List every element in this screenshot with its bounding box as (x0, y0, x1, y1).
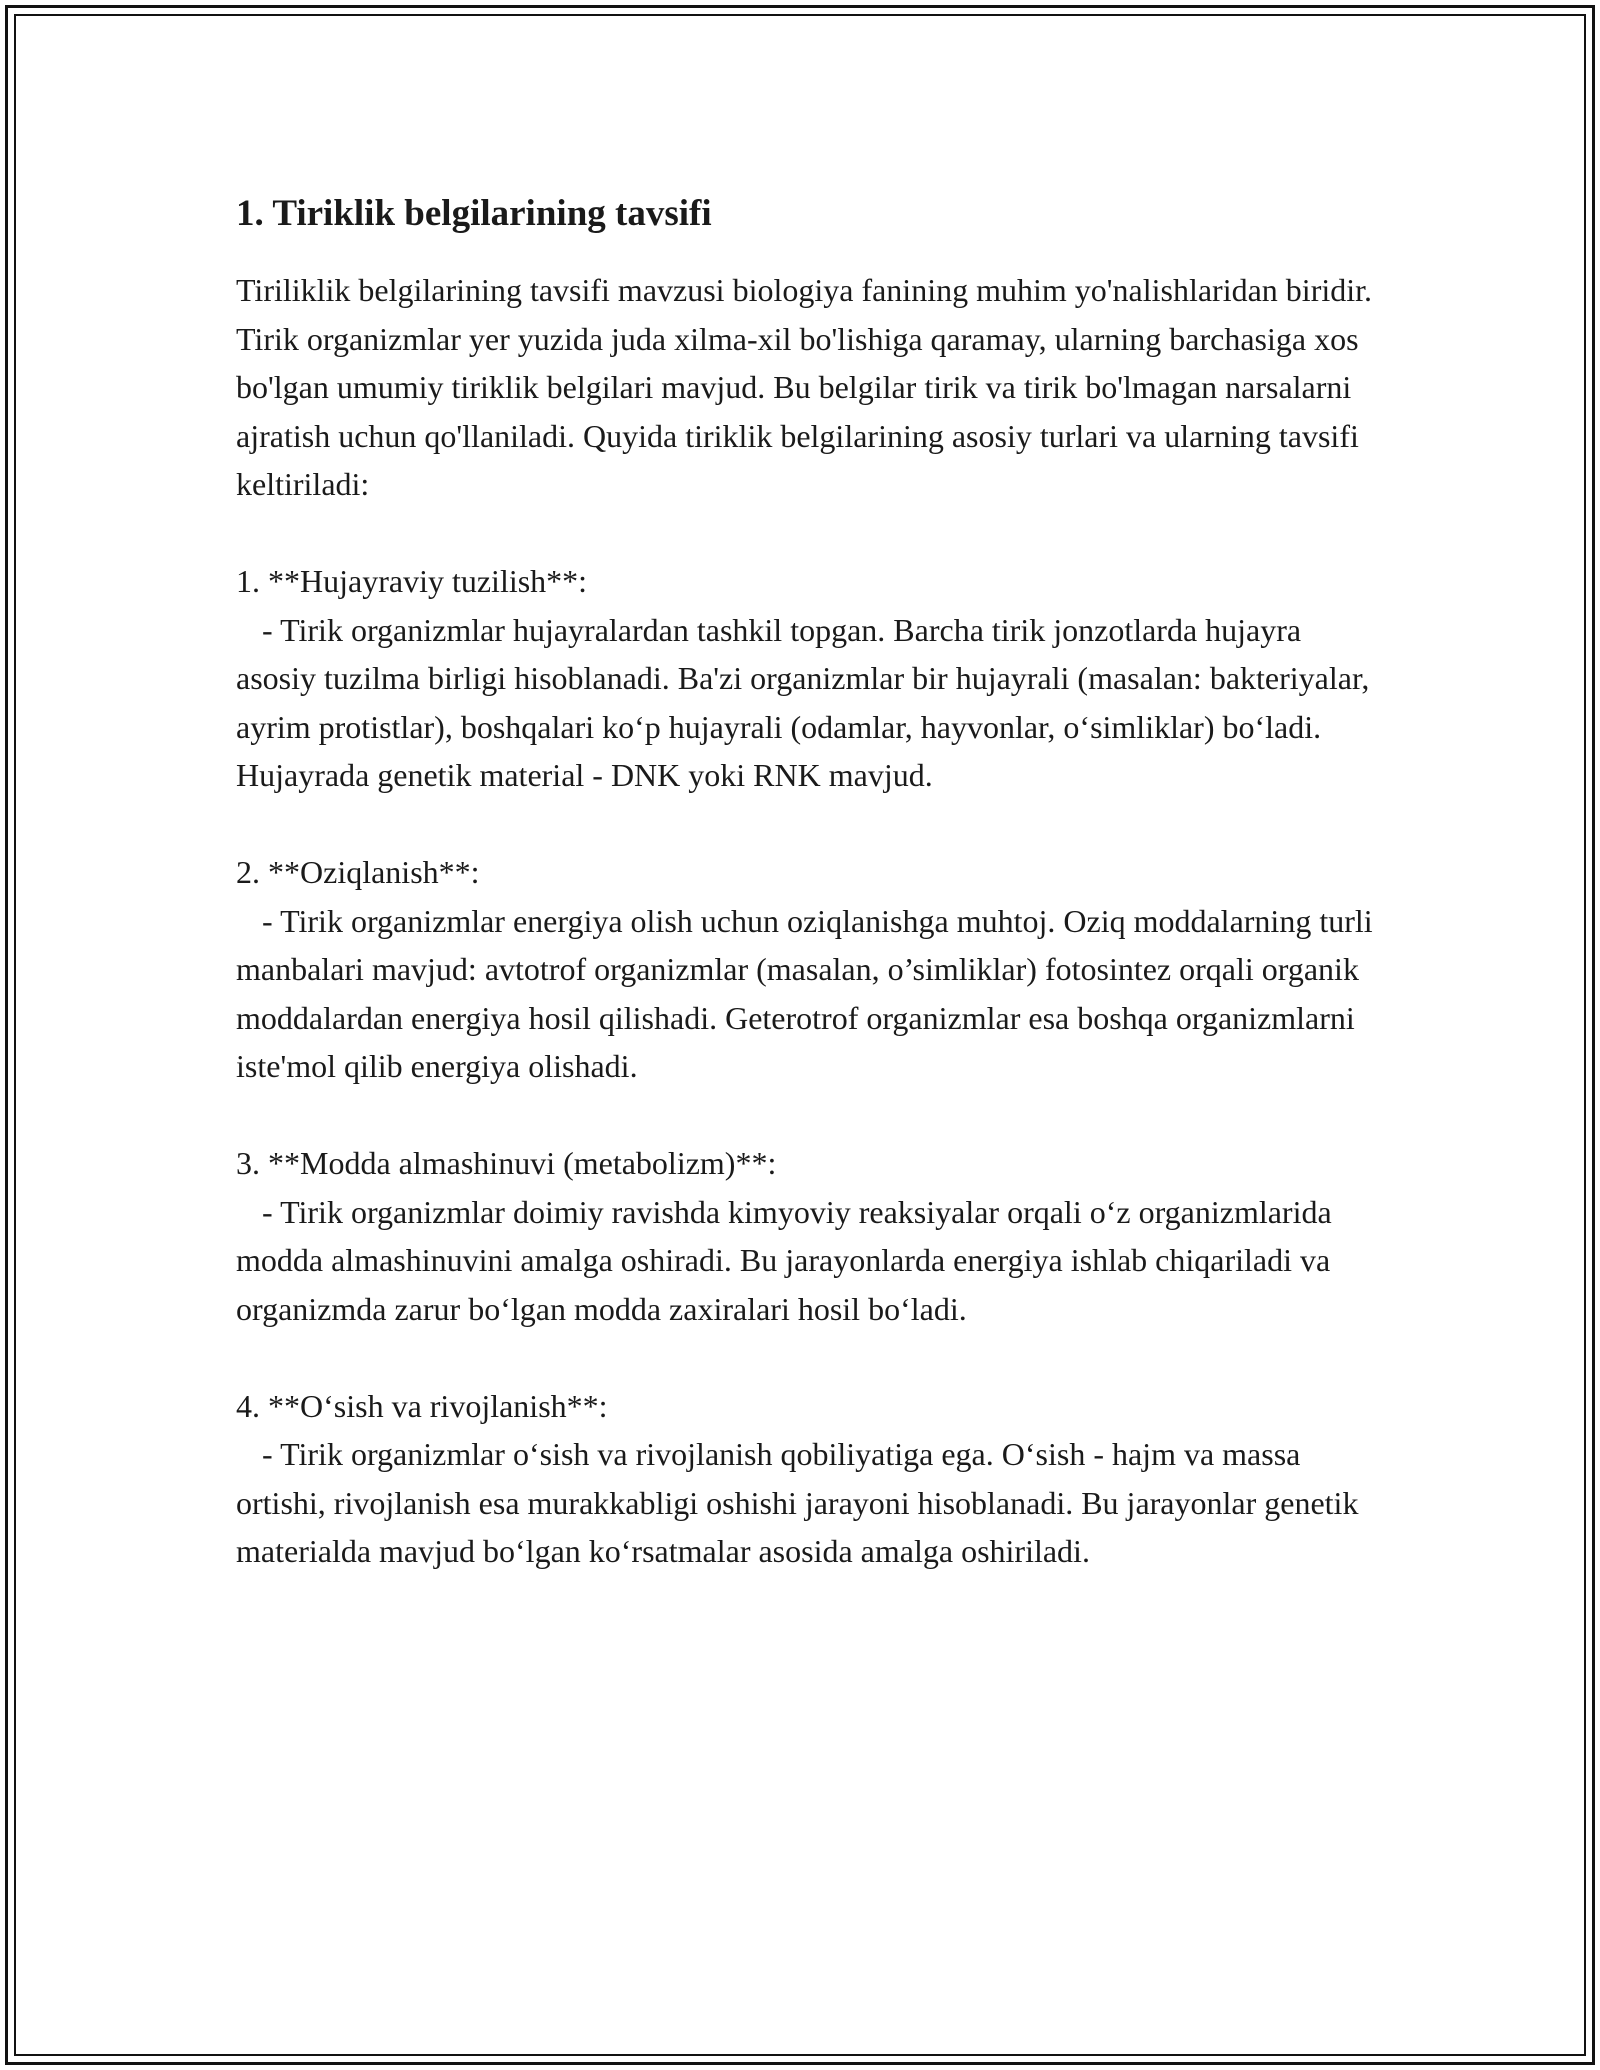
list-item-title: 3. **Modda almashinuvi (metabolizm)**: (236, 1145, 777, 1181)
intro-paragraph: Tiriliklik belgilarining tavsifi mavzusi biologiya fanining muhim yo'nalishlaridan biridir. Tirik organizmlar yer yuzida juda xilma-xil bo'lishiga qaramay, ularning barchasiga xos bo'lgan umumiy tiriklik belgilari mavjud. Bu belgilar tirik va tirik bo'lmagan narsalarni ajratish uchun qo'llaniladi. Quyida tiriklik belgilarining asosiy turlari va ularning tavsifi keltiriladi: (236, 272, 1380, 502)
list-item-body: - Tirik organizmlar energiya olish uchun oziqlanishga muhtoj. Oziq moddalarning turli manbalari mavjud: avtotrof organizmlar (masalan, o’simliklar) fotosintez orqali organik moddalardan energiya hosil qilishadi. Geterotrof organizmlar esa boshqa organizmlarni iste'mol qilib energiya olishadi. (236, 902, 1373, 1084)
paragraph-spacer (236, 1333, 1376, 1382)
list-item-growth (236, 1382, 1376, 1576)
list-item-body: - Tirik organizmlar doimiy ravishda kimyoviy reaksiyalar orqali o‘z organizmlarida modda almashinuvini amalga oshiradi. Bu jarayonlarda energiya ishlab chiqariladi va organizmda zarur bo‘lgan modda zaxiralari hosil bo‘ladi. (236, 1193, 1332, 1327)
section-heading: 1. Tiriklik belgilarining tavsifi (236, 193, 712, 234)
list-item-metabolism (236, 1139, 1376, 1333)
list-item-title: 4. **O‘sish va rivojlanish**: (236, 1387, 608, 1424)
document-body (236, 186, 1380, 1576)
paragraph-spacer (236, 800, 1376, 849)
list-item-body: - Tirik organizmlar hujayralardan tashkil topgan. Barcha tirik jonzotlarda hujayra asosiy tuzilma birligi hisoblanadi. Ba'zi organizmlar bir hujayrali (masalan: bakteriyalar, ayrim protistlar), boshqalari ko‘p hujayrali (odamlar, hayvonlar, o‘simliklar) bo‘ladi. Hujayrada genetik material - DNK yoki RNK mavjud. (236, 611, 1370, 793)
paragraph-spacer (236, 1091, 1376, 1140)
paragraph-spacer (236, 509, 1376, 558)
list-item-cellular-structure (236, 557, 1376, 800)
list-item-nutrition (236, 848, 1376, 1091)
list-item-title: 2. **Oziqlanish**: (236, 854, 480, 890)
list-item-title: 1. **Hujayraviy tuzilish**: (236, 563, 588, 599)
list-item-body: - Tirik organizmlar o‘sish va rivojlanish qobiliyatiga ega. O‘sish - hajm va massa ortishi, rivojlanish esa murakkabligi oshishi jarayoni hisoblanadi. Bu jarayonlar genetik materialda mavjud bo‘lgan ko‘rsatmalar asosida amalga oshiriladi. (236, 1436, 1359, 1569)
